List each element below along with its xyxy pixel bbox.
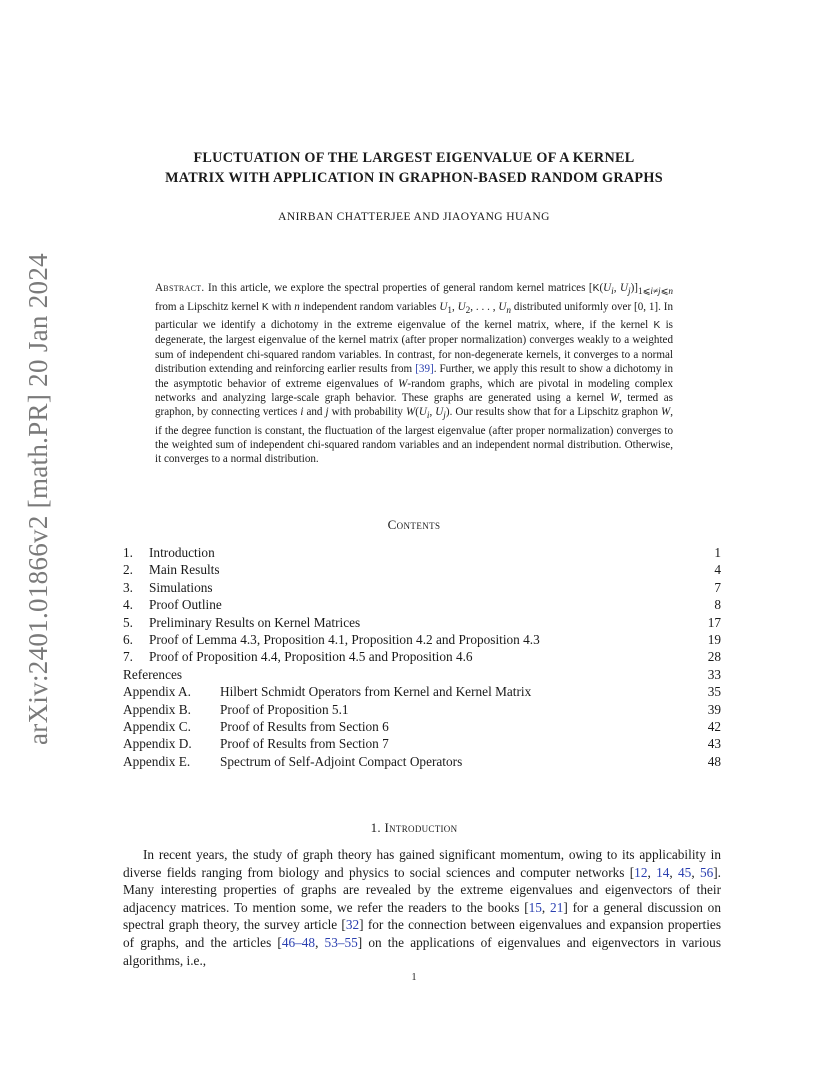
toc-entry-appendix-e[interactable]: Appendix E. Spectrum of Self-Adjoint Compact Operators 48 bbox=[123, 753, 721, 769]
citation-link[interactable]: [39] bbox=[415, 363, 434, 376]
toc-entry-section-6[interactable]: 6. Proof of Lemma 4.3, Proposition 4.1, Proposition 4.2 and Proposition 4.3 19 bbox=[123, 631, 721, 647]
citation-link[interactable]: 46–48 bbox=[281, 934, 316, 950]
paper-title bbox=[80, 148, 748, 188]
citation-link[interactable]: 53–55 bbox=[324, 934, 358, 950]
toc-entry-appendix-b[interactable]: Appendix B. Proof of Proposition 5.1 39 bbox=[123, 701, 721, 717]
citation-link[interactable]: 45 bbox=[678, 864, 692, 880]
toc-entry-appendix-c[interactable]: Appendix C. Proof of Results from Section 6 42 bbox=[123, 718, 721, 734]
citation-link[interactable]: 14 bbox=[656, 864, 670, 880]
arxiv-identifier-stamp: arXiv:2401.01866v2 [math.PR] 20 Jan 2024 bbox=[23, 253, 53, 745]
abstract-label: Abstract. bbox=[155, 282, 205, 294]
authors: ANIRBAN CHATTERJEE AND JIAOYANG HUANG bbox=[278, 211, 550, 223]
citation-link[interactable]: 56 bbox=[699, 864, 714, 880]
toc-entry-main-results[interactable]: 2. Main Results 4 bbox=[123, 562, 721, 578]
introduction-paragraph: In recent years, the study of graph theory has gained significant momentum, owing to its applicability in diverse fields ranging from biology and physics to social sciences and computer networks [12, 14, 45, 56]. Many interesting properties of graphs are revealed by the extreme eigenvalues and eigenvectors of their adjacency matrices. To mention some, we refer the readers to the books [15, 21] for a general discussion on spectral graph theory, the survey article [32] for the connection between eigenvalues and expansion properties of graphs, and the articles [46–48, 53–55] on the applications of eigenvalues and eigenvectors in various algorithms, i.e., bbox=[123, 847, 722, 968]
toc-entry-appendix-d[interactable]: Appendix D. Proof of Results from Section 7 43 bbox=[123, 736, 721, 752]
section-heading-introduction: 1. Introduction bbox=[370, 820, 458, 835]
toc-entry-simulations[interactable]: 3. Simulations 7 bbox=[123, 579, 721, 595]
toc-entry-appendix-a[interactable]: Appendix A. Hilbert Schmidt Operators from Kernel and Kernel Matrix 35 bbox=[123, 684, 721, 700]
contents-heading: Contents bbox=[387, 517, 441, 532]
toc-entry-references[interactable]: References 33 bbox=[123, 666, 721, 682]
abstract: Abstract. In this article, we explore the spectral properties of general random kernel matrices [$K(U_i$, $U_j)]_{1⩽i\ne j⩽n}$ from a Lipschitz kernel K with n independent random variables $U_1$, $U_2$, . . . , $U_n$ distributed uniformly over [0, 1]. In particular we identify a dichotomy in the extreme eigenvalue of the kernel matrix, where, if the kernel K is degenerate, the largest eigenvalue of the kernel matrix (after proper normalization) converges weakly to a weighted sum of independent chi-squared random variables. In contrast, for non-degenerate kernels, it converges to a normal distribution extending and reinforcing earlier results from [39]. Further, we apply this result to show a dichotomy in the asymptotic behavior of extreme eigenvalues of W-random graphs, which are pivotal in modeling complex networks and analyzing large-scale graph behavior. These graphs are generated using a kernel W, termed as graphon, by connecting vertices i and j with probability $W(U_i$, $U_j$). Our results show that for a Lipschitz graphon W, if the degree function is constant, the fluctuation of the largest eigenvalue (after proper normalization) converges to the weighted sum of independent chi-squared random variables and an independent normal distribution. Otherwise, it converges to a normal distribution. bbox=[155, 282, 674, 466]
toc-entry-proof-outline[interactable]: 4. Proof Outline 8 bbox=[123, 597, 721, 613]
toc-entry-section-7[interactable]: 7. Proof of Proposition 4.4, Proposition 4.5 and Proposition 4.6 28 bbox=[123, 649, 721, 665]
page-number: 1 bbox=[411, 972, 417, 983]
citation-link[interactable]: 21 bbox=[550, 899, 564, 915]
citation-link[interactable]: 12 bbox=[634, 864, 648, 880]
table-of-contents bbox=[123, 544, 721, 770]
citation-link[interactable]: 32 bbox=[345, 917, 360, 933]
toc-entry-introduction[interactable]: 1. Introduction 1 bbox=[123, 545, 721, 560]
citation-link[interactable]: 15 bbox=[528, 899, 542, 915]
title-line-1: FLUCTUATION OF THE LARGEST EIGENVALUE OF A KERNEL bbox=[193, 150, 635, 166]
toc-entry-preliminary-results[interactable]: 5. Preliminary Results on Kernel Matrices 17 bbox=[123, 614, 721, 630]
title-line-2: MATRIX WITH APPLICATION IN GRAPHON-BASED RANDOM GRAPHS bbox=[165, 170, 663, 186]
